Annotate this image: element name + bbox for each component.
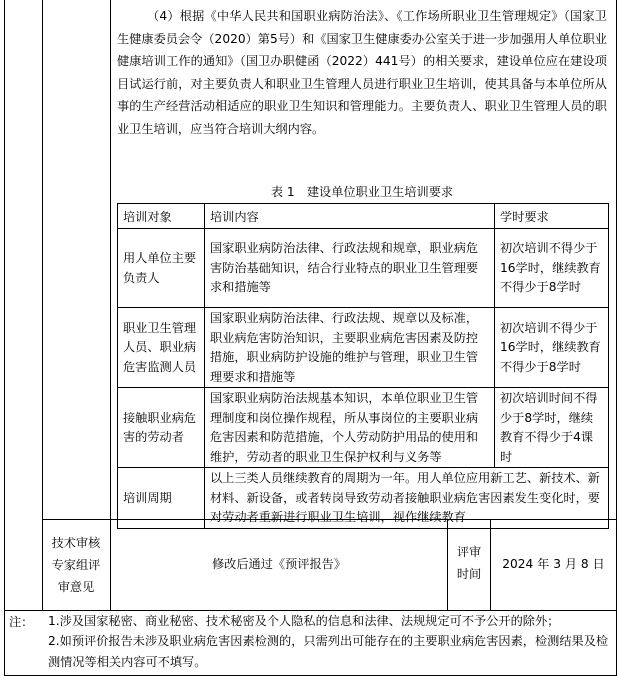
table-row: [118, 308, 609, 388]
table-row: [118, 229, 609, 308]
row-hours-cell: 初次培训不得少于16学时，继续教育不得少于8学时: [495, 229, 609, 308]
row-target-cell: 用人单位主要负责人: [118, 229, 205, 308]
outer-left-border: [4, 0, 5, 676]
review-date-label-left-border: [447, 520, 448, 610]
row-hours-cell: 初次培训时间不得少于8学时，继续教育不得少于4课时: [495, 388, 609, 468]
row-content-cell: 以上三类人员继续教育的周期为一年。用人单位应用新工艺、新技术、新材料、新设备，或者转岗导致劳动者接触职业病危害因素发生变化时，要对劳动者重新进行职业卫生培训，视作继续教育: [205, 468, 609, 529]
table-header-row: [118, 204, 609, 229]
row-target-cell: 接触职业病危害的劳动者: [118, 388, 205, 468]
table-row: [118, 468, 609, 529]
row-target-cell: 职业卫生管理人员、职业病危害监测人员: [118, 308, 205, 388]
review-opinion: 修改后通过《预评报告》: [211, 557, 347, 571]
outer-right-border: [616, 0, 617, 676]
note-item: 1.涉及国家秘密、商业秘密、技术秘密及个人隐私的信息和法律、法规规定可不予公开的除外；: [48, 614, 560, 628]
row-hours-cell: 初次培训不得少于16学时，继续教育不得少于8学时: [495, 308, 609, 388]
header-training-content: 培训内容: [205, 204, 495, 229]
table-row: [118, 388, 609, 468]
review-label: 技术审核专家组评审意见: [51, 536, 101, 594]
requirement-paragraph: （4）根据《中华人民共和国职业病防治法》、《工作场所职业卫生管理规定》（国家卫生健康委员会令（2020）第5号）和《国家卫生健康委办公室关于进一步加强用人单位职业健康培训工作的通知》（国卫办职健函（2022）441号）的相关要求，建设单位应在建设项目试运行前，对主要负责人和职业卫生管理人员进行职业卫生培训，使其具备与本单位所从事的生产经营活动相适应的职业卫生知识和管理能力。主要负责人、职业卫生管理人员的职业卫生培训，应当符合培训大纲内容。: [117, 9, 607, 136]
note-item: 2.如预评价报告未涉及职业病危害因素检测的，只需列出可能存在的主要职业病危害因素，检测结果及检测情况等相关内容可不填写。: [48, 634, 609, 669]
table-caption: 表 1 建设单位职业卫生培训要求: [270, 185, 454, 199]
training-requirements-table: [117, 203, 609, 529]
row-content-cell: 国家职业病防治法规基本知识，本单位职业卫生管理制度和岗位操作规程，所从事岗位的主要职业病危害因素和防范措施，个人劳动防护用品的使用和维护，劳动者的职业卫生保护权利与义务等: [205, 388, 495, 468]
notes-label: 注：: [9, 615, 34, 629]
review-date-label: 评审时间: [456, 545, 482, 581]
row-target-cell: 培训周期: [118, 468, 205, 529]
header-training-target: 培训对象: [118, 204, 205, 229]
row-content-cell: 国家职业病防治法律、行政法规和规章，职业病危害防治基础知识，结合行业特点的职业卫生管理要求和措施等: [205, 229, 495, 308]
row-content-cell: 国家职业病防治法律、行政法规、规章以及标准，职业病危害防治知识，主要职业病危害因素及防控措施，职业病防护设施的维护与管理，职业卫生管理要求和措施等: [205, 308, 495, 388]
review-date: 2024 年 3 月 8 日: [502, 557, 605, 571]
header-hours-requirement: 学时要求: [495, 204, 609, 229]
